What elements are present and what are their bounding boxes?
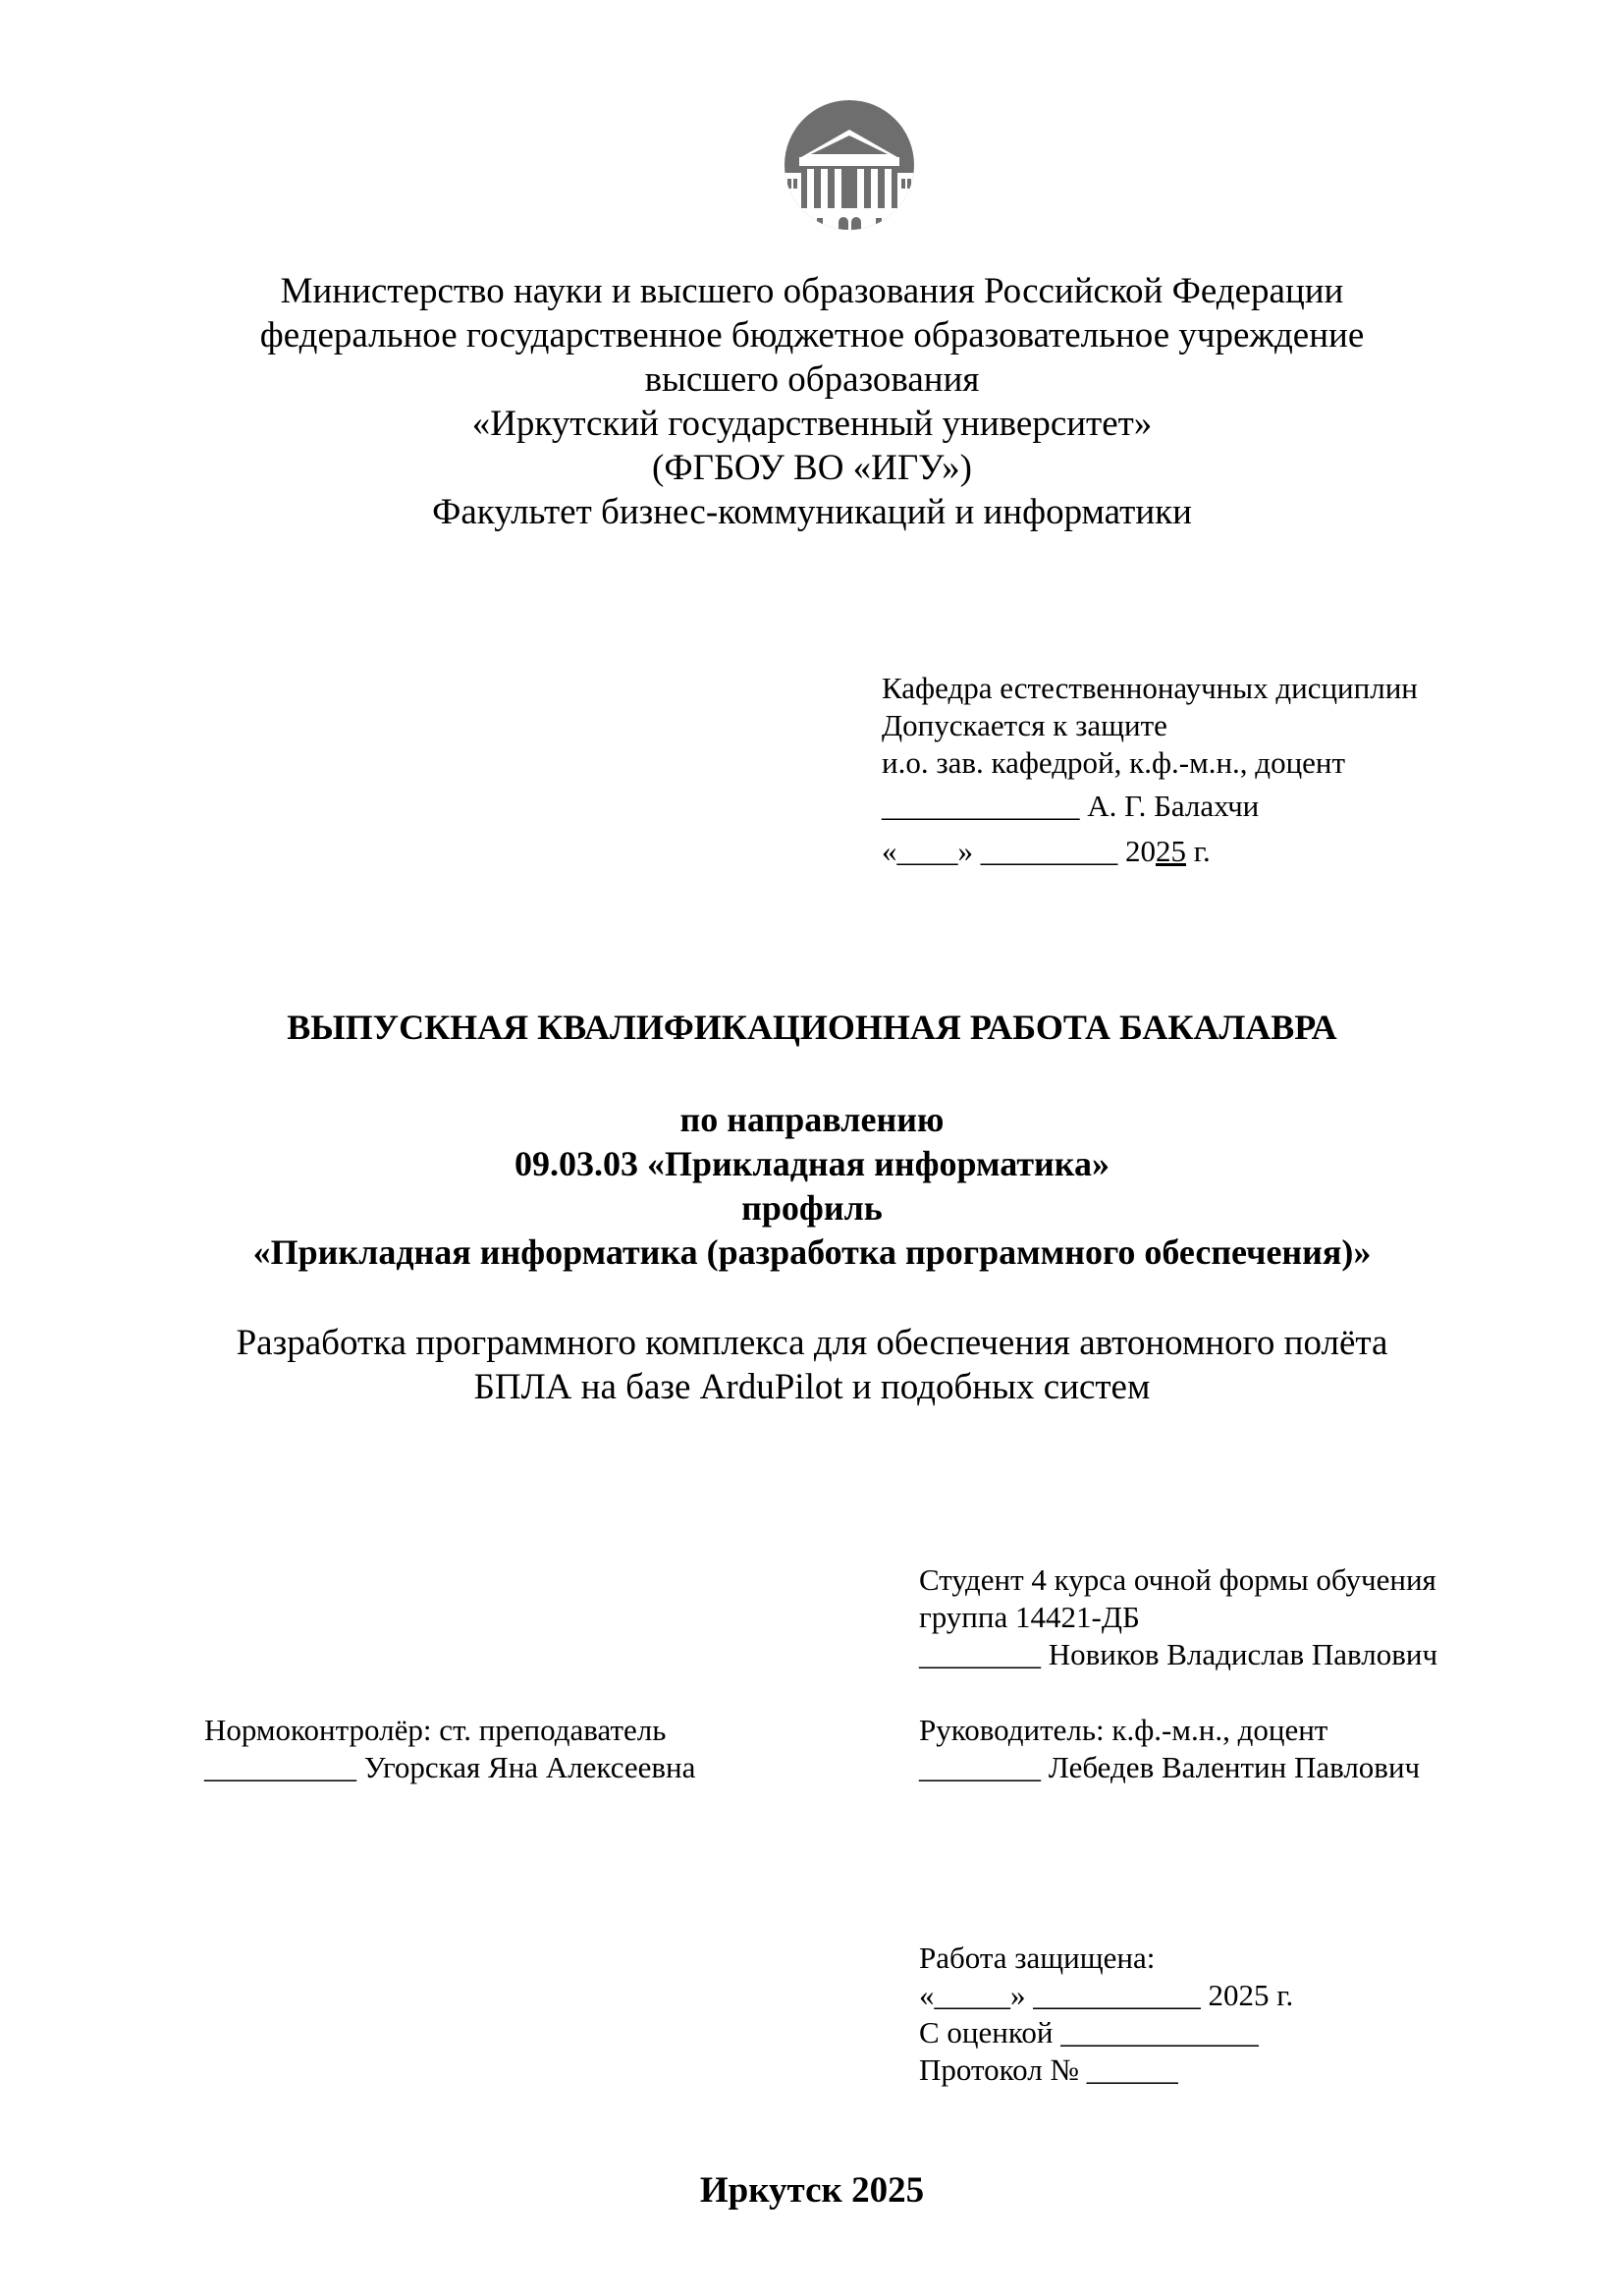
university-name-line: «Иркутский государственный университет» [471, 404, 1153, 444]
direction-label: по направлению [679, 1100, 945, 1139]
signature-blank: __________ [204, 1750, 356, 1784]
student-signature-line [919, 1636, 1437, 1673]
topic-line-2: БПЛА на базе ArduPilot и подобных систем [473, 1367, 1151, 1407]
university-building-icon [778, 100, 921, 234]
university-logo [778, 100, 921, 234]
head-name: А. Г. Балахчи [1087, 789, 1260, 823]
normcontrol-title: Нормоконтролёр: ст. преподаватель [204, 1713, 667, 1747]
supervisor-signature-line [919, 1749, 1420, 1786]
signature-blank: ________ [919, 1750, 1041, 1784]
direction-value: 09.03.03 «Прикладная информатика» [514, 1144, 1110, 1183]
signature-blank: _____________ [882, 789, 1080, 823]
education-level-line: высшего образования [644, 359, 980, 400]
work-type-title: ВЫПУСКНАЯ КВАЛИФИКАЦИОННАЯ РАБОТА БАКАЛАВРА [287, 1008, 1337, 1047]
supervisor-title: Руководитель: к.ф.-м.н., доцент [919, 1713, 1328, 1747]
normcontrol-signature-line [204, 1749, 695, 1786]
institution-type-line: федеральное государственное бюджетное образовательное учреждение [259, 315, 1365, 355]
defense-label: Работа защищена: [919, 1941, 1156, 1975]
topic-line-1: Разработка программного комплекса для обеспечения автономного полёта [236, 1323, 1388, 1363]
student-course-label: Студент 4 курса очной формы обучения [919, 1562, 1436, 1597]
defense-grade-line: С оценкой _____________ [919, 2015, 1259, 2050]
admission-date-line [882, 833, 1211, 870]
profile-value: «Прикладная информатика (разработка программного обеспечения)» [252, 1232, 1372, 1272]
department-label: Кафедра естественнонаучных дисциплин [882, 671, 1418, 705]
date-unit: г. [1193, 834, 1211, 868]
head-title-label: и.о. зав. кафедрой, к.ф.-м.н., доцент [882, 745, 1346, 780]
supervisor-name: Лебедев Валентин Павлович [1048, 1750, 1421, 1784]
city-year: Иркутск 2025 [699, 2170, 925, 2211]
student-name: Новиков Владислав Павлович [1048, 1637, 1438, 1671]
admitted-label: Допускается к защите [882, 708, 1167, 742]
defense-protocol-line: Протокол № ______ [919, 2052, 1178, 2087]
profile-label: профиль [741, 1188, 883, 1228]
head-signature-line [882, 788, 1259, 825]
ministry-line: Министерство науки и высшего образования Российской Федерации [280, 271, 1344, 311]
faculty-line: Факультет бизнес-коммуникаций и информатики [432, 492, 1192, 532]
date-year-suffix: 25 [1156, 834, 1186, 868]
signature-blank: ________ [919, 1637, 1041, 1671]
university-abbrev-line: (ФГБОУ ВО «ИГУ») [652, 448, 972, 488]
defense-date-line: «_____» ___________ 2025 г. [919, 1978, 1294, 2012]
date-blank: «____» _________ 20 [882, 834, 1156, 868]
normcontrol-name: Угорская Яна Алексеевна [363, 1750, 696, 1784]
student-group-label: группа 14421-ДБ [919, 1600, 1140, 1634]
